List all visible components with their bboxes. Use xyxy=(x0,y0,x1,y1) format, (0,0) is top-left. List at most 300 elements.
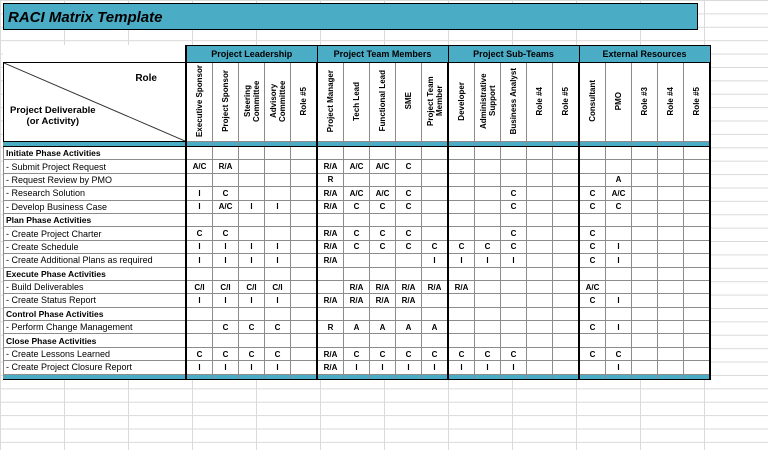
raci-cell[interactable] xyxy=(501,173,527,186)
raci-cell[interactable]: A/C xyxy=(606,187,632,200)
raci-cell[interactable] xyxy=(658,294,684,307)
raci-cell[interactable] xyxy=(186,173,213,186)
raci-cell[interactable] xyxy=(658,200,684,213)
raci-cell[interactable] xyxy=(579,147,606,160)
raci-cell[interactable] xyxy=(265,267,291,280)
raci-cell[interactable] xyxy=(658,187,684,200)
group-project-sub-teams[interactable]: Project Sub-Teams xyxy=(448,46,579,63)
phase-label[interactable]: Execute Phase Activities xyxy=(4,267,187,280)
raci-cell[interactable] xyxy=(684,160,711,173)
raci-cell[interactable] xyxy=(370,213,396,226)
raci-cell[interactable] xyxy=(501,280,527,293)
raci-cell[interactable] xyxy=(579,213,606,226)
raci-cell[interactable] xyxy=(632,173,658,186)
raci-cell[interactable] xyxy=(501,294,527,307)
raci-cell[interactable] xyxy=(632,267,658,280)
raci-cell[interactable] xyxy=(658,321,684,334)
raci-cell[interactable] xyxy=(239,307,265,320)
raci-cell[interactable] xyxy=(422,160,449,173)
raci-cell[interactable] xyxy=(344,334,370,347)
raci-cell[interactable] xyxy=(553,240,580,253)
raci-cell[interactable] xyxy=(684,213,711,226)
phase-label[interactable]: Control Phase Activities xyxy=(4,307,187,320)
raci-cell[interactable]: C xyxy=(213,321,239,334)
raci-cell[interactable]: C xyxy=(579,240,606,253)
raci-cell[interactable] xyxy=(291,307,318,320)
raci-cell[interactable] xyxy=(632,213,658,226)
activity-label[interactable]: - Create Lessons Learned xyxy=(4,347,187,360)
raci-cell[interactable] xyxy=(658,280,684,293)
raci-cell[interactable] xyxy=(396,307,422,320)
raci-cell[interactable]: R/A xyxy=(370,294,396,307)
raci-cell[interactable]: R/A xyxy=(317,254,344,267)
activity-label[interactable]: - Create Schedule xyxy=(4,240,187,253)
raci-cell[interactable]: I xyxy=(501,361,527,374)
raci-cell[interactable] xyxy=(448,213,475,226)
raci-cell[interactable] xyxy=(239,213,265,226)
raci-cell[interactable]: R/A xyxy=(396,280,422,293)
raci-cell[interactable] xyxy=(475,334,501,347)
raci-cell[interactable] xyxy=(396,267,422,280)
raci-cell[interactable]: C/I xyxy=(213,280,239,293)
raci-cell[interactable]: C xyxy=(213,187,239,200)
raci-cell[interactable] xyxy=(448,267,475,280)
raci-cell[interactable]: C xyxy=(396,227,422,240)
raci-cell[interactable] xyxy=(553,160,580,173)
raci-cell[interactable] xyxy=(186,321,213,334)
raci-cell[interactable] xyxy=(501,334,527,347)
role-header-role-5[interactable] xyxy=(553,63,580,142)
raci-cell[interactable] xyxy=(684,307,711,320)
raci-cell[interactable]: R xyxy=(317,173,344,186)
raci-cell[interactable] xyxy=(239,227,265,240)
raci-cell[interactable]: I xyxy=(422,254,449,267)
raci-cell[interactable]: C xyxy=(501,187,527,200)
activity-label[interactable]: - Perform Change Management xyxy=(4,321,187,334)
raci-cell[interactable] xyxy=(422,187,449,200)
raci-cell[interactable]: C xyxy=(344,227,370,240)
raci-cell[interactable] xyxy=(527,160,553,173)
raci-cell[interactable]: A/C xyxy=(370,160,396,173)
raci-cell[interactable] xyxy=(606,147,632,160)
raci-cell[interactable]: C xyxy=(239,321,265,334)
raci-cell[interactable] xyxy=(553,294,580,307)
raci-cell[interactable] xyxy=(658,267,684,280)
raci-cell[interactable] xyxy=(658,240,684,253)
raci-cell[interactable] xyxy=(475,147,501,160)
raci-cell[interactable] xyxy=(632,361,658,374)
role-header-advisory-committee[interactable] xyxy=(265,63,291,142)
role-header-consultant[interactable] xyxy=(579,63,606,142)
raci-cell[interactable]: C xyxy=(501,200,527,213)
raci-cell[interactable] xyxy=(422,147,449,160)
raci-cell[interactable] xyxy=(422,173,449,186)
raci-cell[interactable] xyxy=(291,347,318,360)
raci-cell[interactable] xyxy=(186,267,213,280)
raci-cell[interactable] xyxy=(553,347,580,360)
raci-cell[interactable]: I xyxy=(213,254,239,267)
raci-cell[interactable] xyxy=(291,321,318,334)
raci-cell[interactable] xyxy=(186,334,213,347)
activity-label[interactable]: - Create Project Closure Report xyxy=(4,361,187,374)
raci-cell[interactable] xyxy=(475,294,501,307)
raci-cell[interactable] xyxy=(186,147,213,160)
raci-cell[interactable] xyxy=(658,213,684,226)
raci-cell[interactable] xyxy=(213,334,239,347)
raci-cell[interactable] xyxy=(684,347,711,360)
raci-cell[interactable] xyxy=(527,187,553,200)
raci-cell[interactable] xyxy=(475,267,501,280)
raci-cell[interactable] xyxy=(396,147,422,160)
raci-cell[interactable]: C xyxy=(396,160,422,173)
raci-cell[interactable] xyxy=(632,227,658,240)
raci-cell[interactable]: R/A xyxy=(344,294,370,307)
raci-cell[interactable] xyxy=(317,213,344,226)
raci-cell[interactable] xyxy=(553,187,580,200)
raci-cell[interactable] xyxy=(658,254,684,267)
raci-cell[interactable]: C xyxy=(396,240,422,253)
raci-cell[interactable] xyxy=(684,187,711,200)
raci-cell[interactable]: R/A xyxy=(317,240,344,253)
raci-cell[interactable] xyxy=(553,227,580,240)
raci-cell[interactable]: C xyxy=(370,240,396,253)
role-header-business-analyst[interactable] xyxy=(501,63,527,142)
role-header-functional-lead[interactable] xyxy=(370,63,396,142)
raci-cell[interactable]: R/A xyxy=(422,280,449,293)
raci-cell[interactable] xyxy=(684,361,711,374)
raci-cell[interactable] xyxy=(527,267,553,280)
raci-cell[interactable]: C xyxy=(396,347,422,360)
raci-cell[interactable] xyxy=(475,200,501,213)
raci-cell[interactable] xyxy=(291,200,318,213)
raci-cell[interactable] xyxy=(291,280,318,293)
activity-label[interactable]: - Create Status Report xyxy=(4,294,187,307)
raci-cell[interactable] xyxy=(265,334,291,347)
raci-cell[interactable] xyxy=(291,267,318,280)
raci-cell[interactable] xyxy=(632,347,658,360)
raci-cell[interactable] xyxy=(475,280,501,293)
activity-label[interactable]: - Request Review by PMO xyxy=(4,173,187,186)
raci-cell[interactable] xyxy=(684,267,711,280)
raci-cell[interactable]: R/A xyxy=(317,347,344,360)
role-header-role-4[interactable] xyxy=(658,63,684,142)
raci-cell[interactable] xyxy=(448,173,475,186)
raci-cell[interactable] xyxy=(291,160,318,173)
raci-cell[interactable] xyxy=(684,173,711,186)
raci-cell[interactable] xyxy=(579,334,606,347)
raci-cell[interactable] xyxy=(658,160,684,173)
raci-cell[interactable] xyxy=(606,267,632,280)
raci-cell[interactable]: C xyxy=(579,227,606,240)
raci-cell[interactable]: I xyxy=(265,254,291,267)
raci-cell[interactable]: C xyxy=(475,347,501,360)
raci-cell[interactable] xyxy=(579,361,606,374)
raci-cell[interactable] xyxy=(606,307,632,320)
raci-cell[interactable]: C xyxy=(239,347,265,360)
raci-cell[interactable] xyxy=(606,160,632,173)
phase-label[interactable]: Initiate Phase Activities xyxy=(4,147,187,160)
raci-cell[interactable] xyxy=(527,200,553,213)
raci-cell[interactable] xyxy=(553,173,580,186)
raci-cell[interactable] xyxy=(265,213,291,226)
raci-cell[interactable] xyxy=(370,307,396,320)
raci-cell[interactable] xyxy=(396,213,422,226)
raci-cell[interactable] xyxy=(344,267,370,280)
raci-cell[interactable]: C xyxy=(448,240,475,253)
raci-cell[interactable] xyxy=(422,200,449,213)
role-header-administrative-support[interactable] xyxy=(475,63,501,142)
raci-cell[interactable]: R/A xyxy=(317,200,344,213)
raci-cell[interactable] xyxy=(684,280,711,293)
role-header-executive-sponsor[interactable] xyxy=(186,63,213,142)
raci-cell[interactable]: C xyxy=(186,227,213,240)
raci-cell[interactable] xyxy=(527,213,553,226)
raci-cell[interactable] xyxy=(632,160,658,173)
raci-cell[interactable] xyxy=(684,227,711,240)
role-header-sme[interactable] xyxy=(396,63,422,142)
raci-cell[interactable] xyxy=(370,173,396,186)
raci-cell[interactable] xyxy=(475,227,501,240)
raci-cell[interactable] xyxy=(265,173,291,186)
raci-cell[interactable] xyxy=(344,147,370,160)
raci-cell[interactable] xyxy=(317,334,344,347)
corner-header-cell[interactable] xyxy=(4,63,187,142)
raci-cell[interactable]: I xyxy=(265,200,291,213)
raci-cell[interactable] xyxy=(213,147,239,160)
raci-cell[interactable] xyxy=(291,187,318,200)
raci-cell[interactable]: C/I xyxy=(265,280,291,293)
raci-cell[interactable] xyxy=(317,307,344,320)
raci-cell[interactable] xyxy=(658,307,684,320)
raci-cell[interactable] xyxy=(291,173,318,186)
raci-cell[interactable]: C xyxy=(213,227,239,240)
raci-cell[interactable] xyxy=(213,267,239,280)
raci-cell[interactable] xyxy=(213,213,239,226)
raci-cell[interactable] xyxy=(501,307,527,320)
raci-cell[interactable]: I xyxy=(239,361,265,374)
raci-cell[interactable]: I xyxy=(186,240,213,253)
raci-cell[interactable]: C/I xyxy=(239,280,265,293)
raci-cell[interactable] xyxy=(501,321,527,334)
raci-cell[interactable] xyxy=(553,321,580,334)
raci-cell[interactable]: C xyxy=(422,240,449,253)
raci-cell[interactable] xyxy=(579,267,606,280)
phase-label[interactable]: Close Phase Activities xyxy=(4,334,187,347)
raci-cell[interactable] xyxy=(448,147,475,160)
raci-cell[interactable] xyxy=(291,254,318,267)
raci-cell[interactable] xyxy=(422,213,449,226)
raci-cell[interactable] xyxy=(475,213,501,226)
raci-cell[interactable] xyxy=(291,147,318,160)
raci-cell[interactable]: I xyxy=(265,361,291,374)
raci-cell[interactable] xyxy=(265,227,291,240)
raci-cell[interactable] xyxy=(475,307,501,320)
raci-cell[interactable]: C xyxy=(422,347,449,360)
activity-label[interactable]: - Research Solution xyxy=(4,187,187,200)
activity-label[interactable]: - Create Project Charter xyxy=(4,227,187,240)
raci-cell[interactable]: C xyxy=(370,347,396,360)
raci-cell[interactable]: C xyxy=(265,347,291,360)
group-external-resources[interactable]: External Resources xyxy=(579,46,710,63)
raci-cell[interactable] xyxy=(553,200,580,213)
raci-cell[interactable] xyxy=(632,294,658,307)
raci-cell[interactable]: I xyxy=(606,361,632,374)
raci-cell[interactable] xyxy=(658,147,684,160)
phase-label[interactable]: Plan Phase Activities xyxy=(4,213,187,226)
raci-cell[interactable]: C xyxy=(501,240,527,253)
raci-cell[interactable]: I xyxy=(239,294,265,307)
raci-cell[interactable] xyxy=(448,200,475,213)
raci-cell[interactable] xyxy=(527,294,553,307)
raci-cell[interactable] xyxy=(606,280,632,293)
raci-cell[interactable]: R xyxy=(317,321,344,334)
raci-cell[interactable] xyxy=(632,280,658,293)
role-header-project-team-member[interactable] xyxy=(422,63,449,142)
raci-cell[interactable] xyxy=(553,307,580,320)
raci-cell[interactable] xyxy=(396,334,422,347)
raci-cell[interactable] xyxy=(579,160,606,173)
raci-cell[interactable] xyxy=(186,213,213,226)
raci-cell[interactable]: I xyxy=(186,254,213,267)
raci-cell[interactable] xyxy=(370,147,396,160)
raci-cell[interactable]: C xyxy=(579,254,606,267)
role-header-project-sponsor[interactable] xyxy=(213,63,239,142)
raci-cell[interactable] xyxy=(291,334,318,347)
raci-cell[interactable]: I xyxy=(239,254,265,267)
raci-cell[interactable] xyxy=(632,240,658,253)
raci-cell[interactable] xyxy=(632,147,658,160)
raci-cell[interactable]: I xyxy=(213,361,239,374)
raci-cell[interactable]: I xyxy=(606,240,632,253)
raci-cell[interactable] xyxy=(684,294,711,307)
raci-cell[interactable] xyxy=(658,173,684,186)
raci-cell[interactable] xyxy=(553,334,580,347)
raci-cell[interactable]: I xyxy=(475,254,501,267)
raci-cell[interactable] xyxy=(186,307,213,320)
raci-cell[interactable]: C xyxy=(344,240,370,253)
raci-cell[interactable]: R/A xyxy=(317,361,344,374)
raci-cell[interactable]: C xyxy=(344,200,370,213)
raci-cell[interactable] xyxy=(448,294,475,307)
raci-cell[interactable] xyxy=(370,267,396,280)
raci-cell[interactable]: C xyxy=(579,200,606,213)
raci-cell[interactable] xyxy=(475,173,501,186)
raci-cell[interactable]: C xyxy=(370,227,396,240)
raci-cell[interactable] xyxy=(317,267,344,280)
raci-cell[interactable] xyxy=(239,160,265,173)
raci-cell[interactable] xyxy=(213,307,239,320)
raci-cell[interactable] xyxy=(448,187,475,200)
raci-cell[interactable]: A xyxy=(370,321,396,334)
raci-cell[interactable] xyxy=(632,187,658,200)
raci-cell[interactable] xyxy=(448,334,475,347)
raci-cell[interactable] xyxy=(527,280,553,293)
raci-cell[interactable]: C xyxy=(344,347,370,360)
raci-cell[interactable] xyxy=(396,254,422,267)
group-project-team-members[interactable]: Project Team Members xyxy=(317,46,448,63)
raci-cell[interactable]: A xyxy=(422,321,449,334)
raci-cell[interactable]: I xyxy=(606,294,632,307)
raci-cell[interactable] xyxy=(291,213,318,226)
raci-cell[interactable] xyxy=(684,254,711,267)
raci-cell[interactable]: A/C xyxy=(370,187,396,200)
raci-cell[interactable] xyxy=(265,160,291,173)
raci-cell[interactable] xyxy=(448,321,475,334)
raci-cell[interactable]: C xyxy=(186,347,213,360)
raci-cell[interactable] xyxy=(553,361,580,374)
raci-cell[interactable]: R/A xyxy=(344,280,370,293)
role-header-developer[interactable] xyxy=(448,63,475,142)
raci-cell[interactable]: I xyxy=(186,187,213,200)
raci-cell[interactable] xyxy=(684,200,711,213)
raci-cell[interactable]: C xyxy=(448,347,475,360)
raci-cell[interactable]: C/I xyxy=(186,280,213,293)
raci-cell[interactable] xyxy=(475,160,501,173)
raci-cell[interactable] xyxy=(632,307,658,320)
raci-cell[interactable] xyxy=(553,254,580,267)
raci-cell[interactable]: A/C xyxy=(213,200,239,213)
raci-cell[interactable] xyxy=(370,254,396,267)
raci-cell[interactable]: C xyxy=(501,227,527,240)
raci-cell[interactable] xyxy=(422,267,449,280)
raci-cell[interactable]: I xyxy=(370,361,396,374)
raci-cell[interactable] xyxy=(265,147,291,160)
raci-cell[interactable] xyxy=(370,334,396,347)
raci-cell[interactable] xyxy=(579,173,606,186)
raci-cell[interactable] xyxy=(239,147,265,160)
raci-cell[interactable] xyxy=(632,254,658,267)
raci-cell[interactable]: C xyxy=(606,347,632,360)
raci-cell[interactable] xyxy=(527,334,553,347)
raci-cell[interactable] xyxy=(684,334,711,347)
raci-cell[interactable] xyxy=(553,147,580,160)
raci-cell[interactable]: C xyxy=(213,347,239,360)
raci-cell[interactable]: C xyxy=(396,187,422,200)
raci-cell[interactable]: R/A xyxy=(396,294,422,307)
raci-cell[interactable] xyxy=(606,213,632,226)
raci-cell[interactable]: C xyxy=(606,200,632,213)
raci-cell[interactable]: C xyxy=(475,240,501,253)
raci-cell[interactable] xyxy=(684,147,711,160)
raci-cell[interactable]: A/C xyxy=(344,187,370,200)
role-header-role-5[interactable] xyxy=(291,63,318,142)
raci-cell[interactable] xyxy=(344,307,370,320)
raci-cell[interactable] xyxy=(291,227,318,240)
role-header-pmo[interactable] xyxy=(606,63,632,142)
raci-cell[interactable]: I xyxy=(186,294,213,307)
raci-cell[interactable] xyxy=(239,334,265,347)
raci-cell[interactable] xyxy=(448,227,475,240)
raci-cell[interactable] xyxy=(527,307,553,320)
raci-cell[interactable]: R/A xyxy=(317,187,344,200)
raci-cell[interactable]: I xyxy=(606,321,632,334)
raci-cell[interactable]: I xyxy=(265,240,291,253)
raci-cell[interactable]: C xyxy=(579,187,606,200)
raci-cell[interactable] xyxy=(239,267,265,280)
activity-label[interactable]: - Submit Project Request xyxy=(4,160,187,173)
raci-cell[interactable] xyxy=(553,213,580,226)
role-header-role-3[interactable] xyxy=(632,63,658,142)
raci-cell[interactable] xyxy=(501,147,527,160)
raci-cell[interactable] xyxy=(632,200,658,213)
role-header-steering-committee[interactable] xyxy=(239,63,265,142)
raci-cell[interactable]: R/A xyxy=(213,160,239,173)
role-header-project-manager[interactable] xyxy=(317,63,344,142)
raci-cell[interactable]: I xyxy=(422,361,449,374)
raci-cell[interactable]: R/A xyxy=(317,294,344,307)
raci-cell[interactable]: R/A xyxy=(370,280,396,293)
raci-cell[interactable]: I xyxy=(606,254,632,267)
